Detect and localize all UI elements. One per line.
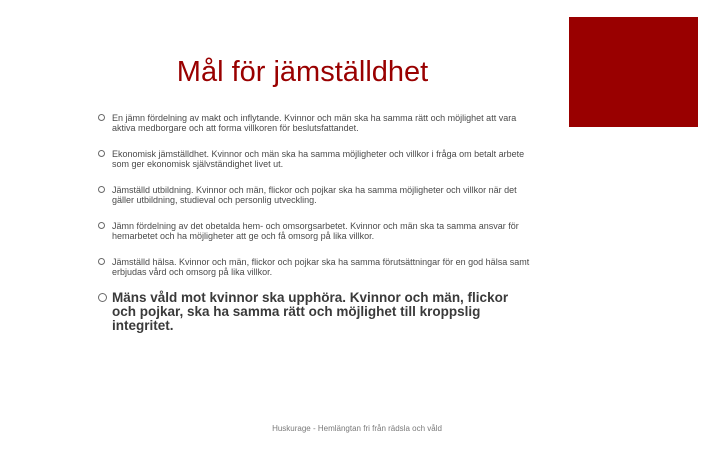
slide-title: Mål för jämställdhet [176, 56, 429, 88]
circle-bullet-icon [98, 114, 105, 121]
slide-footer [0, 424, 720, 433]
bullet-text: Ekonomisk jämställdhet. Kvinnor och män ska ha samma möjligheter och villkor i fråga om betalt arbete som ger ekonomisk självständighet livet ut. [112, 149, 525, 169]
circle-bullet-icon [98, 186, 105, 193]
bullet-item [98, 257, 530, 277]
footer-text: Huskurage - Hemlängtan fri från rädsla och våld [272, 424, 442, 433]
bullet-item [98, 185, 530, 205]
circle-bullet-icon [98, 293, 107, 302]
bullet-item [98, 149, 530, 169]
bullet-text: En jämn fördelning av makt och inflytande. Kvinnor och män ska ha samma rätt och möjlighet att vara aktiva medborgare och att forma villkoren för beslutsfattandet. [112, 113, 517, 133]
circle-bullet-icon [98, 222, 105, 229]
bullet-item [98, 113, 530, 133]
bullet-text: Jämställd utbildning. Kvinnor och män, flickor och pojkar ska ha samma möjligheter och villkor när det gäller utbildning, studieval och personlig utveckling. [112, 185, 517, 205]
circle-bullet-icon [98, 258, 105, 265]
bullet-list [98, 113, 530, 349]
emphasis-bullet-item [98, 291, 530, 333]
bullet-item [98, 221, 530, 241]
emphasis-bullet-text: Mäns våld mot kvinnor ska upphöra. Kvinnor och män, flickor och pojkar, ska ha samma rätt och möjlighet till kroppslig integritet. [112, 290, 509, 333]
bullet-text: Jämn fördelning av det obetalda hem- och omsorgsarbetet. Kvinnor och män ska ta samma ansvar för hemarbetet och ha möjligheter att ge och få omsorg på lika villkor. [112, 221, 519, 241]
circle-bullet-icon [98, 150, 105, 157]
bullet-text: Jämställd hälsa. Kvinnor och män, flickor och pojkar ska ha samma förutsättningar för en god hälsa samt erbjudas vård och omsorg på lika villkor. [112, 257, 530, 277]
